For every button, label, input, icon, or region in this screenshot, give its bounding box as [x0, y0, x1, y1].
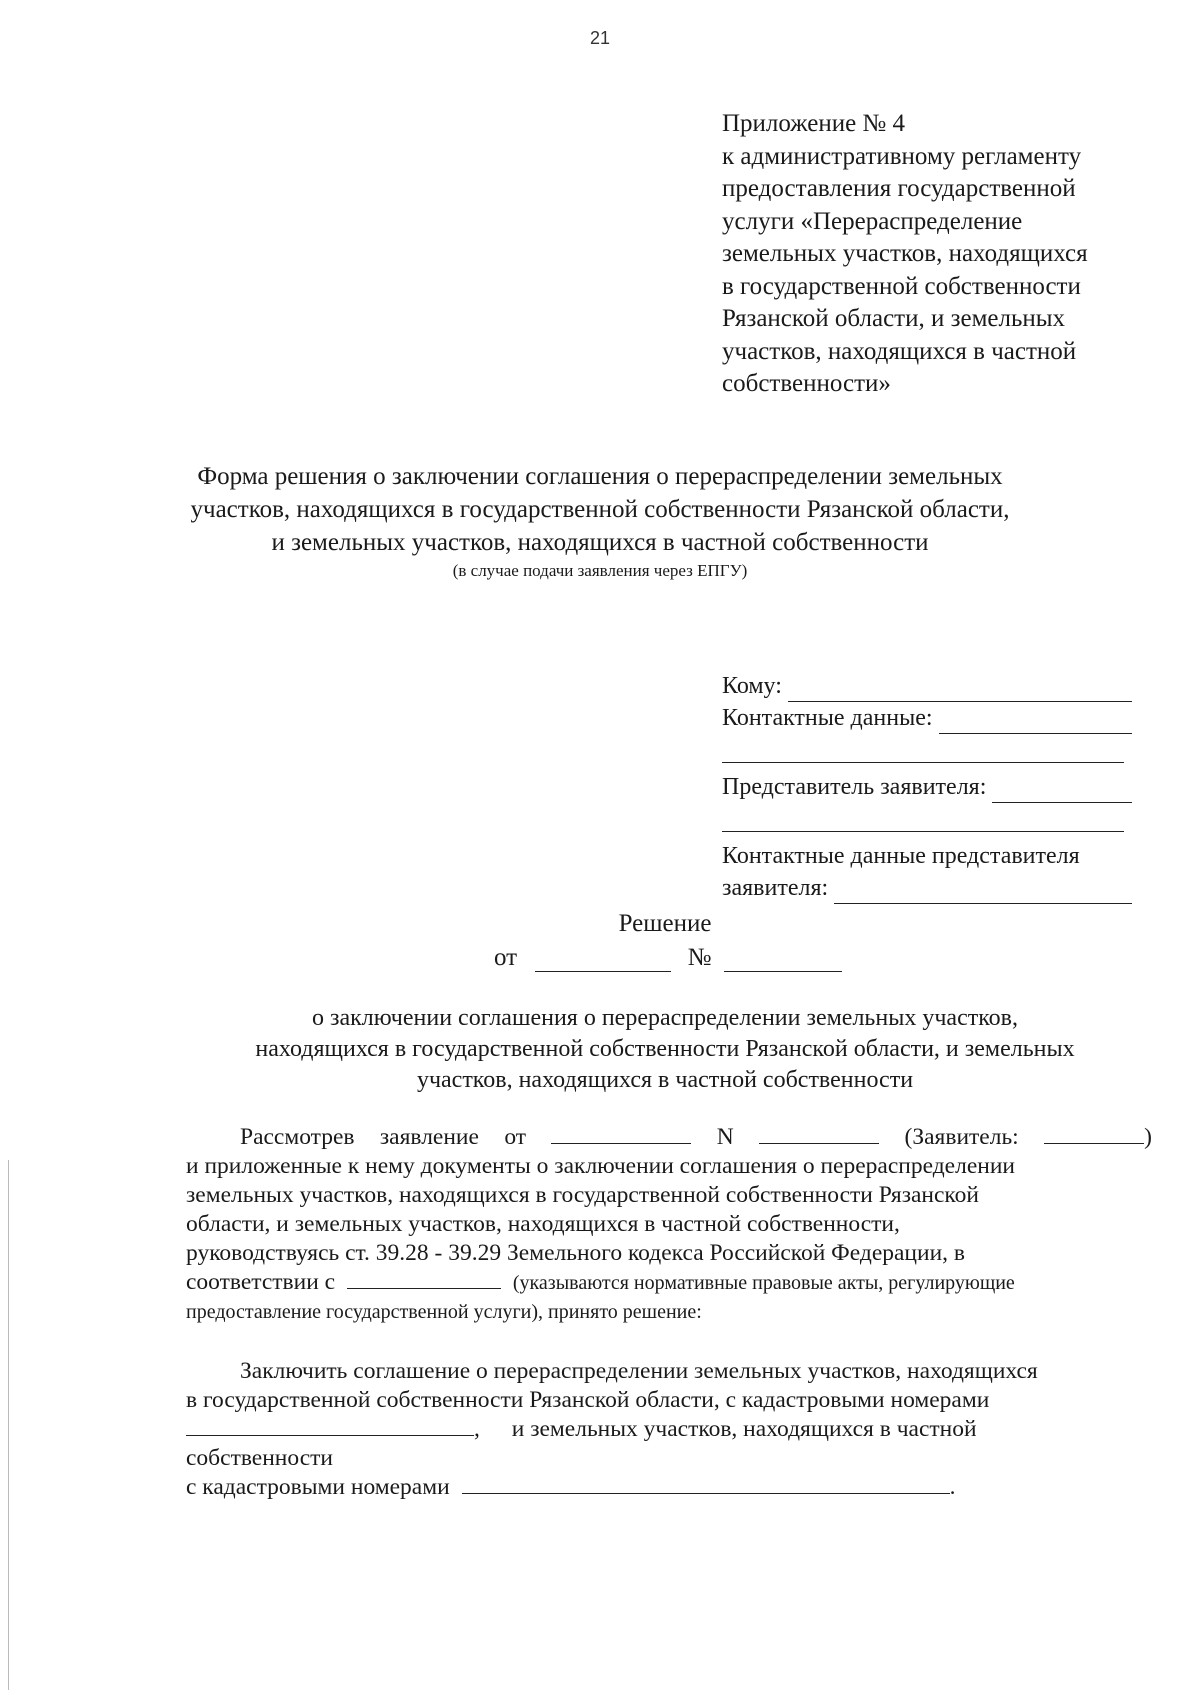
representative-field[interactable]: [992, 778, 1132, 803]
date-prefix: от: [494, 944, 518, 971]
text-line: [186, 1473, 1152, 1502]
word: от: [504, 1124, 527, 1150]
form-title-line: Форма решения о заключении соглашения о перераспределении земельных: [197, 463, 1003, 490]
text-line: и приложенные к нему документы о заключении соглашения о перераспределении: [186, 1153, 1015, 1179]
contacts-row: [722, 702, 1132, 734]
representative-label: Представитель заявителя:: [722, 774, 987, 800]
form-title: [0, 460, 1200, 559]
text-line: [186, 1268, 1152, 1298]
decision-subject-line: находящихся в государственной собственности Рязанской области, и земельных: [255, 1036, 1075, 1062]
private-cadastral-numbers-field[interactable]: [462, 1473, 950, 1494]
decision-number-field[interactable]: [724, 949, 842, 972]
text-fragment: с кадастровыми номерами: [186, 1474, 450, 1500]
text-line: руководствуясь ст. 39.28 - 39.29 Земельного кодекса Российской Федерации, в: [186, 1240, 966, 1266]
text-line: [186, 1123, 1152, 1152]
form-title-line: участков, находящихся в государственной собственности Рязанской области,: [190, 496, 1010, 523]
text-line: [186, 1415, 1152, 1444]
appendix-reference: [722, 108, 1162, 401]
representative-row: [722, 771, 1132, 803]
decision-date-field[interactable]: [535, 949, 671, 972]
text-line: собственности: [186, 1445, 333, 1471]
text-line: Заключить соглашение о перераспределении земельных участков, находящихся: [240, 1358, 1038, 1384]
appendix-line: собственности»: [722, 370, 891, 397]
application-date-field[interactable]: [551, 1123, 691, 1144]
application-number-field[interactable]: [759, 1123, 879, 1144]
scan-margin-line: [8, 1160, 9, 1690]
paragraph-decision: [186, 1357, 1152, 1502]
appendix-line: Рязанской области, и земельных: [722, 305, 1066, 332]
representative-contacts-label-2: заявителя:: [722, 875, 829, 901]
text-fragment: (указываются нормативные правовые акты, регулирующие: [512, 1272, 1015, 1294]
contacts-label: Контактные данные:: [722, 705, 933, 731]
word: N: [716, 1124, 734, 1150]
text-line: области, и земельных участков, находящихся в частной собственности,: [186, 1211, 900, 1237]
form-subtitle: (в случае подачи заявления через ЕПГУ): [452, 561, 748, 580]
recipient-to-label: Кому:: [722, 673, 782, 699]
applicant-field-wrap: [1044, 1123, 1152, 1152]
paragraph-considered: [186, 1123, 1152, 1327]
recipient-to-row: [722, 670, 1132, 702]
appendix-line: Приложение № 4: [722, 110, 906, 137]
decision-title: Решение: [618, 910, 712, 937]
representative-contacts-label: Контактные данные представителя: [722, 843, 1080, 869]
text-line: земельных участков, находящихся в государственной собственности Рязанской: [186, 1182, 979, 1208]
appendix-line: услуги «Перераспределение: [722, 207, 1023, 235]
contacts-field[interactable]: [939, 709, 1132, 734]
appendix-line: предоставления государственной: [722, 175, 1076, 202]
number-sign: №: [687, 944, 712, 971]
text-line: в государственной собственности Рязанской области, с кадастровыми номерами: [186, 1387, 990, 1413]
text-fragment: ,: [474, 1416, 480, 1442]
appendix-line: земельных участков, находящихся: [722, 240, 1088, 267]
appendix-line: к административному регламенту: [722, 142, 1082, 170]
representative-contacts-row-2: [722, 872, 1132, 904]
representative-contacts-row: [722, 840, 1132, 872]
regulatory-acts-field[interactable]: [347, 1268, 501, 1289]
decision-subject-line: участков, находящихся в частной собственности: [416, 1067, 914, 1093]
appendix-line: в государственной собственности: [722, 272, 1081, 300]
decision-date-line: [494, 944, 842, 972]
appendix-line: участков, находящихся в частной: [722, 337, 1077, 365]
word: Рассмотрев: [240, 1124, 355, 1150]
text-fragment: и земельных участков, находящихся в частной: [511, 1416, 977, 1442]
decision-subject-line: о заключении соглашения о перераспределении земельных участков,: [312, 1005, 1018, 1031]
word: заявление: [379, 1124, 479, 1150]
word: ): [1144, 1124, 1152, 1150]
page-number: 21: [589, 28, 611, 48]
applicant-field[interactable]: [1044, 1123, 1144, 1144]
decision-subject: [0, 1003, 1200, 1096]
text-fragment: .: [949, 1474, 956, 1500]
representative-contacts-field[interactable]: [834, 879, 1132, 904]
form-title-line: и земельных участков, находящихся в частной собственности: [271, 529, 929, 556]
state-cadastral-numbers-field[interactable]: [186, 1415, 474, 1436]
contacts-continuation-field[interactable]: [722, 740, 1124, 763]
recipient-to-field[interactable]: [788, 677, 1132, 702]
recipient-block: [722, 670, 1132, 904]
word: (Заявитель:: [904, 1124, 1019, 1150]
text-fragment: соответствии с: [186, 1269, 336, 1295]
text-line: предоставление государственной услуги), принято решение:: [186, 1301, 702, 1323]
representative-continuation-field[interactable]: [722, 809, 1124, 832]
